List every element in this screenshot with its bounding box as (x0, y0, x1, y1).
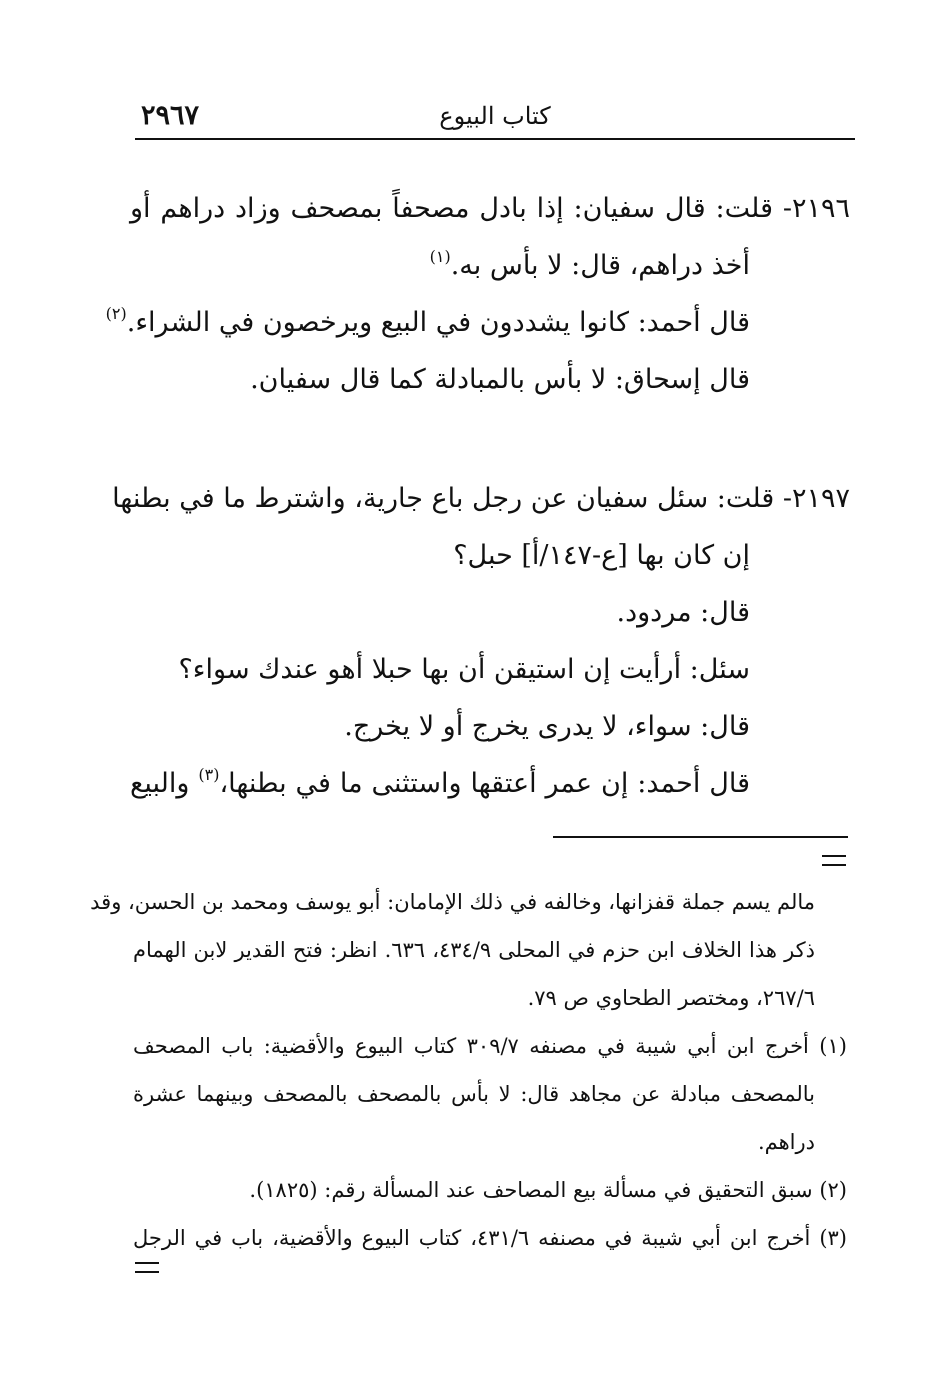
header-rule (135, 138, 855, 140)
text-line (130, 527, 850, 584)
footnote-1 (133, 1022, 847, 1166)
page-header (135, 96, 855, 136)
footnote-line (133, 1022, 847, 1070)
footnote-ref[interactable]: (٢) (105, 304, 127, 323)
footnote-ref[interactable]: (١) (429, 247, 451, 266)
text-line (130, 351, 850, 408)
footnote-text: (٢) سبق التحقيق في مسألة بيع المصاحف عند المسألة رقم: (١٨٢٥). (249, 1178, 847, 1202)
line-text: قال أحمد: إن عمر أعتقها واستثنى ما في بطنها، (219, 768, 750, 799)
footnote-line (133, 1118, 847, 1166)
entry-2196 (105, 180, 850, 408)
footnote-text: ٢٦٧/٦، ومختصر الطحاوي ص ٧٩. (527, 986, 815, 1010)
text-line (105, 294, 850, 351)
footnote-continuation (90, 878, 847, 1022)
footnote-ref[interactable]: (٣) (198, 765, 220, 784)
text-line (130, 641, 850, 698)
continuation-mark (135, 1262, 159, 1273)
footnote-text: بالمصحف مبادلة عن مجاهد قال: لا بأس بالمصحف بالمصحف وبينهما عشرة (133, 1082, 815, 1106)
footnote-line (133, 1070, 847, 1118)
footnote-line (90, 878, 847, 926)
chapter-title: كتاب البيوع (439, 102, 551, 130)
line-text: والبيع (130, 768, 199, 799)
footnote-2 (133, 1166, 847, 1214)
line-text: سئل: أرأيت إن استيقن أن بها حبلا أهو عندك سواء؟ (178, 654, 750, 685)
footnote-text: مالم يسم جملة قفزانها، وخالفه في ذلك الإمامان: أبو يوسف ومحمد بن الحسن، وقد (90, 890, 815, 914)
text-line (130, 755, 850, 812)
entry-2197 (112, 470, 850, 812)
text-line (130, 698, 850, 755)
footnote-rule (553, 836, 848, 838)
footnote-text: ذكر هذا الخلاف ابن حزم في المحلى ٤٣٤/٩، ٦٣٦. انظر: فتح القدير لابن الهمام (133, 938, 816, 962)
footnotes (90, 878, 847, 1262)
footnote-text: دراهم. (757, 1130, 815, 1154)
line-text: قال: مردود. (616, 597, 750, 628)
line-text: قال: سواء، لا يدرى يخرج أو لا يخرج. (344, 711, 750, 742)
footnote-line (133, 974, 847, 1022)
page-number: ٢٩٦٧ (141, 100, 200, 131)
continuation-mark (822, 855, 846, 866)
line-text: ٢١٩٧- قلت: سئل سفيان عن رجل باع جارية، واشترط ما في بطنها (112, 483, 850, 514)
main-text (105, 180, 850, 812)
line-text: ٢١٩٦- قلت: قال سفيان: إذا بادل مصحفاً بمصحف وزاد دراهم أو (130, 193, 850, 224)
spacer (130, 408, 850, 470)
line-text: أخذ دراهم، قال: لا بأس به. (450, 250, 750, 281)
text-line (130, 584, 850, 641)
footnote-text: (١) أخرج ابن أبي شيبة في مصنفه ٣٠٩/٧ كتاب البيوع والأقضية: باب المصحف (133, 1034, 847, 1058)
text-line (130, 237, 850, 294)
text-line (112, 470, 850, 527)
text-line (130, 180, 850, 237)
footnote-line (133, 926, 847, 974)
footnote-text: (٣) أخرج ابن أبي شيبة في مصنفه ٤٣١/٦، كتاب البيوع والأقضية، باب في الرجل (133, 1226, 847, 1250)
footnote-3 (133, 1214, 847, 1262)
line-text: قال أحمد: كانوا يشددون في البيع ويرخصون في الشراء. (126, 307, 750, 338)
line-text: إن كان بها [ع-١٤٧/أ] حبل؟ (453, 540, 750, 571)
line-text: قال إسحاق: لا بأس بالمبادلة كما قال سفيان. (250, 364, 750, 395)
